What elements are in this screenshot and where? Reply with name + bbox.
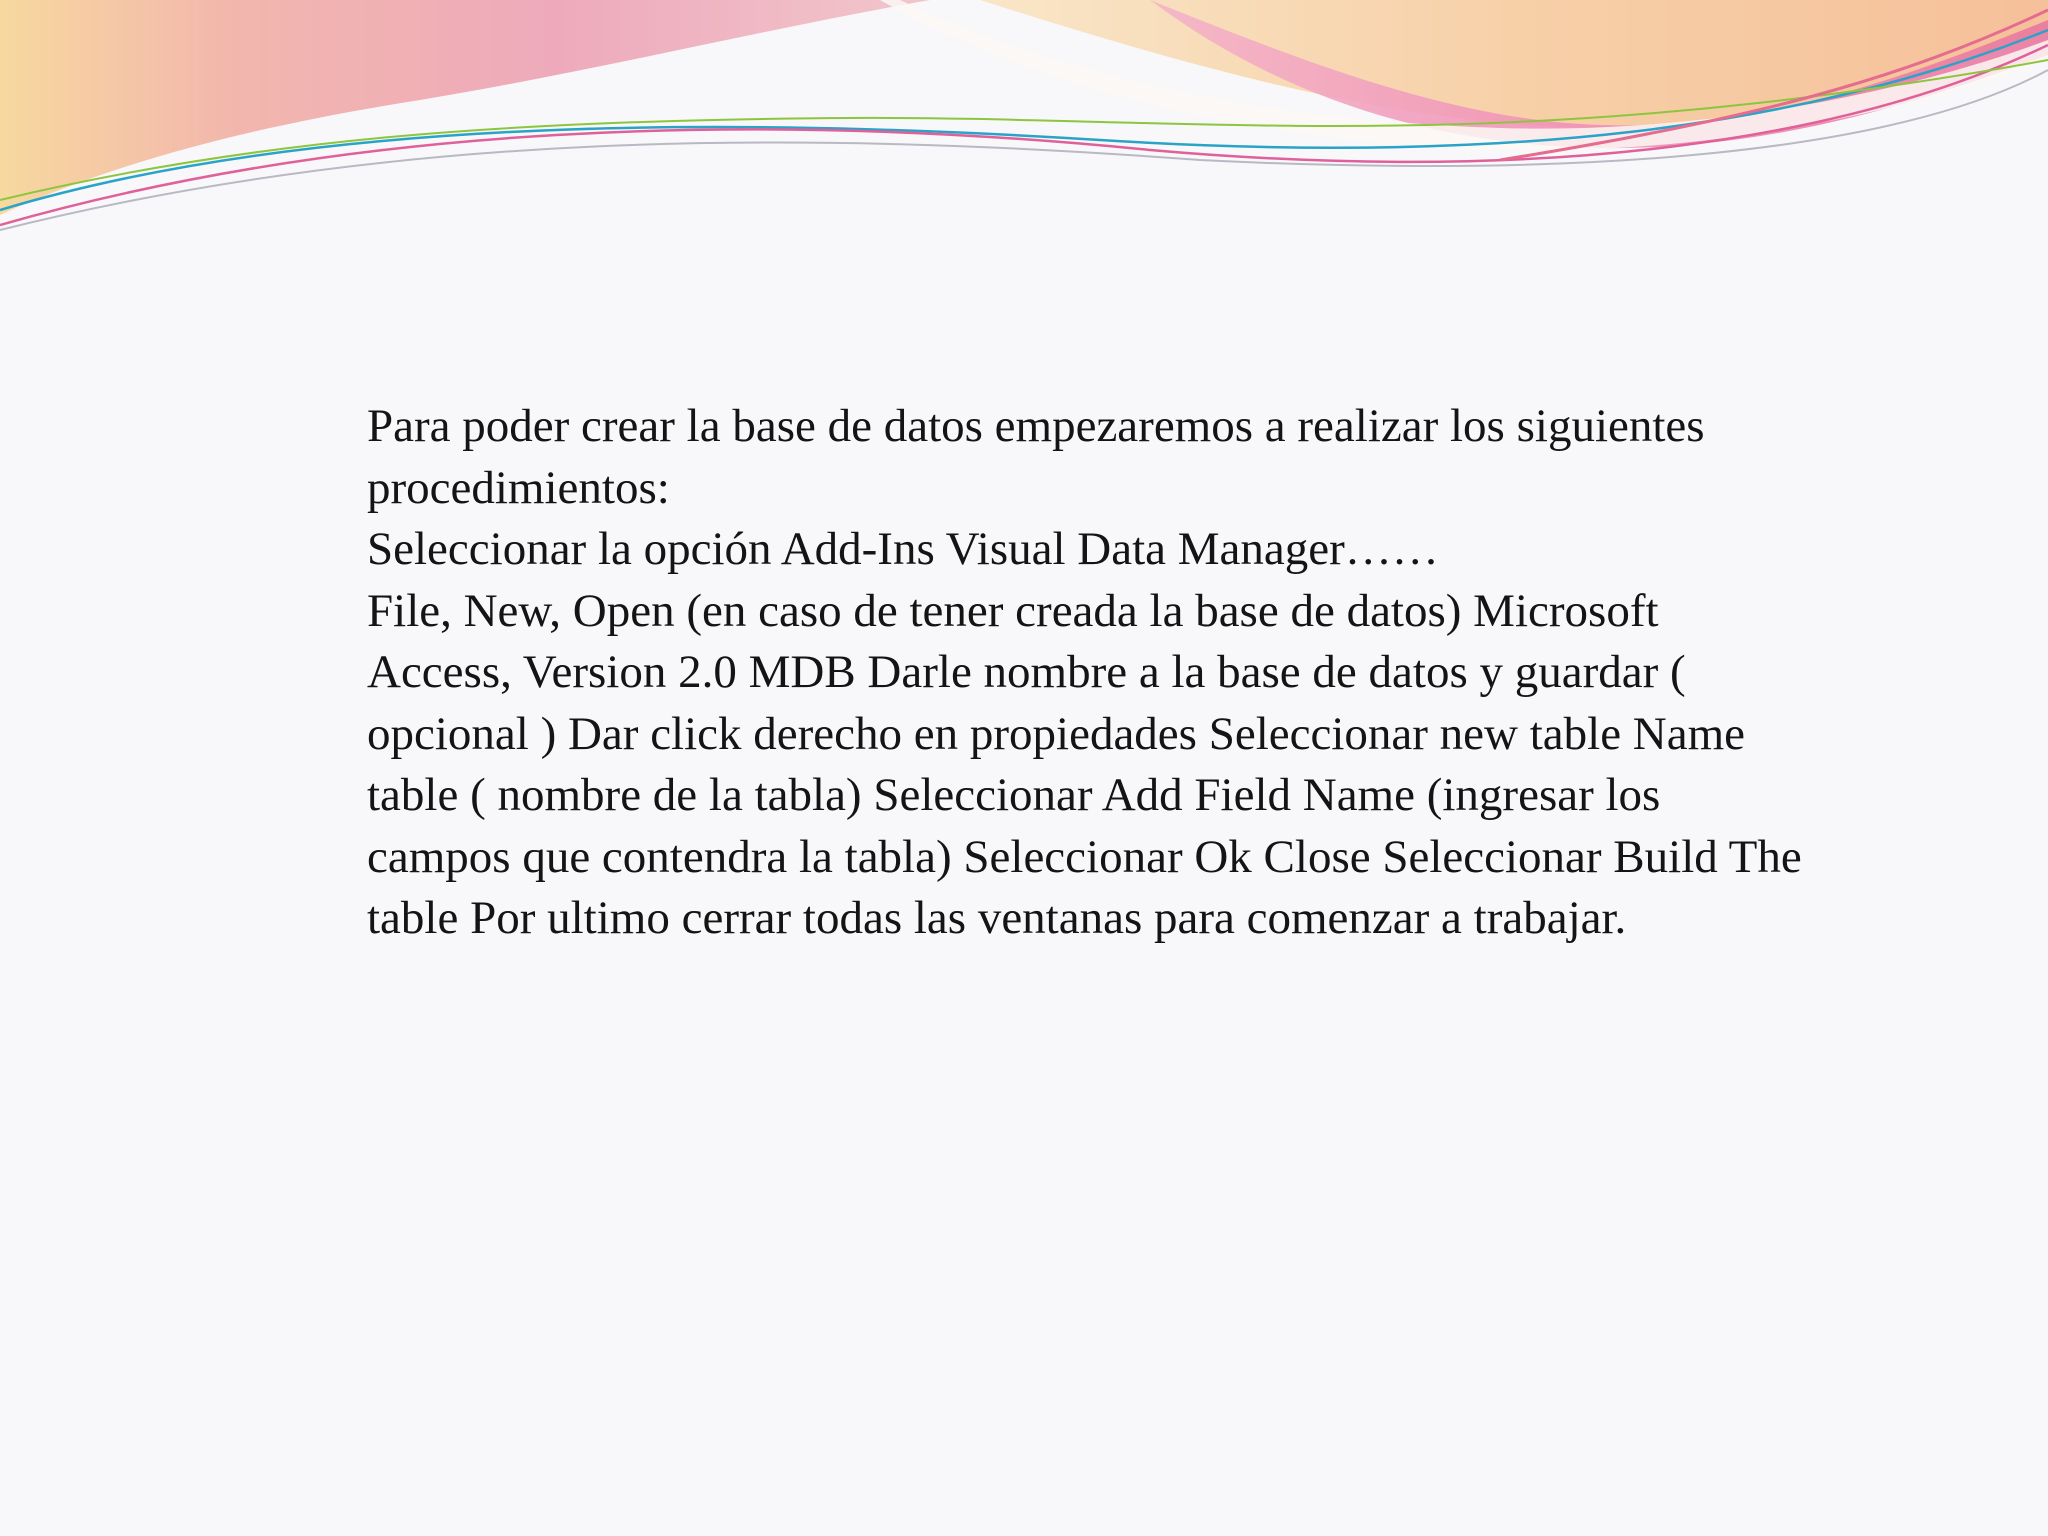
slide-body-text bbox=[367, 396, 1807, 950]
paragraph-intro: Para poder crear la base de datos empezaremos a realizar los siguientes procedimientos: bbox=[367, 400, 1705, 514]
wave-left-band bbox=[0, 0, 930, 215]
decorative-wave-header bbox=[0, 0, 2048, 260]
wave-right-band bbox=[980, 0, 2048, 128]
paragraph-steps-detail: File, New, Open (en caso de tener creada la base de datos) Microsoft Access, Version 2.0 MDB Darle nombre a la base de datos y guardar ( opcional ) Dar click derecho en propiedades Seleccionar new table Name table ( nombre de la tabla) Seleccionar Add Field Name (ingresar los campos que contendra la tabla) Seleccionar Ok Close Seleccionar Build The table Por ultimo cerrar todas las ventanas para comenzar a trabajar. bbox=[367, 584, 1802, 944]
paragraph-step-addins: Seleccionar la opción Add-Ins Visual Data Manager…… bbox=[367, 523, 1439, 575]
